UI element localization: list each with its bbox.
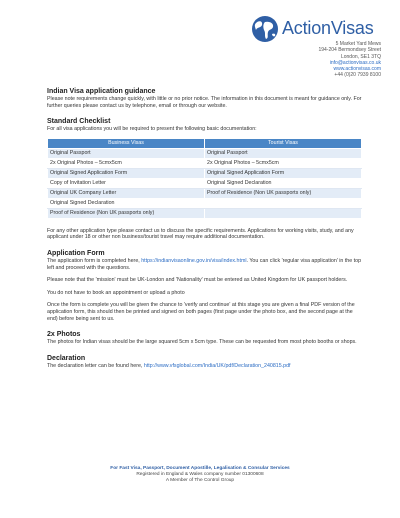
table-cell: Original UK Company Letter xyxy=(48,188,205,198)
appointment-note: You do not have to book an appointment or upload a photo xyxy=(47,289,185,296)
table-row xyxy=(48,148,362,158)
table-cell xyxy=(205,208,362,218)
column-header-business: Business Visas xyxy=(48,138,205,148)
checklist-table xyxy=(47,138,362,219)
photos-section xyxy=(47,331,362,346)
intro-section xyxy=(47,88,362,109)
page-footer xyxy=(0,466,400,484)
table-cell: Original Signed Application Form xyxy=(205,168,362,178)
phone-number: +44 (0)20 7939 8100 xyxy=(334,72,381,79)
table-row xyxy=(48,168,362,178)
mission-note: Please note that the 'mission' must be UK-London and 'Nationality' must be entered as United Kingdom for UK passport holders. xyxy=(47,277,348,284)
photos-text: The photos for Indian visas should be the large squared 5cm x 5cm type. These can be requested from most photo booths or shops. xyxy=(47,339,357,346)
table-cell: Proof of Residence (Non UK passports only) xyxy=(48,208,205,218)
table-cell xyxy=(205,198,362,208)
checklist-title: Standard Checklist xyxy=(47,118,111,126)
table-row xyxy=(48,198,362,208)
application-form-text-start: The application form is completed here, xyxy=(47,257,142,264)
declaration-section xyxy=(47,355,362,370)
table-row xyxy=(48,158,362,168)
table-cell: Original Passport xyxy=(48,148,205,158)
address-line: 194-204 Bermondsey Street xyxy=(318,47,381,54)
address-line: 5 Market Yard Mews xyxy=(335,41,381,47)
company-address xyxy=(318,41,381,79)
document-body xyxy=(47,88,362,378)
checklist-subtitle: For all visa applications you will be required to present the following basic documentation: xyxy=(47,126,257,133)
photos-title: 2x Photos xyxy=(47,331,81,339)
table-row xyxy=(48,188,362,198)
table-row xyxy=(48,178,362,188)
footer-member: A Member of The Control Group xyxy=(165,478,235,483)
brand-name: ActionVisas xyxy=(282,18,374,38)
verify-note: Once the form is complete you will be given the chance to 'verify and continue' at this stage you are given a final PDF version of the application form, this should then be printed and signed on both pages (first page under the photo box, and the second page at the end) before being sent to us. xyxy=(47,302,355,322)
footer-registration: Registered in England & Wales company number 01300608 xyxy=(136,472,264,477)
footer-tagline: For Fast Visa, Passport, Document Apostille, Legalisation & Consular Services xyxy=(110,466,290,471)
email-link[interactable]: info@actionvisas.co.uk xyxy=(329,59,381,66)
checklist-section xyxy=(47,118,362,219)
table-cell: Original Passport xyxy=(205,148,362,158)
declaration-text-start: The declaration letter can be found here, xyxy=(47,362,144,369)
column-header-tourist: Tourist Visas xyxy=(205,138,362,148)
application-form-link[interactable]: https://indianvisaonline.gov.in/visa/index.html xyxy=(141,257,247,264)
table-cell: Copy of Invitation Letter xyxy=(48,178,205,188)
declaration-text xyxy=(47,363,362,370)
actionvisas-logo xyxy=(250,14,390,44)
table-header-row xyxy=(48,138,362,148)
table-row xyxy=(48,208,362,218)
table-cell: Original Signed Declaration xyxy=(205,178,362,188)
intro-text: Please note requirements change quickly, with little or no prior notice. The information in this document is meant for guidance only. For further queries please contact us by telephone, email or through our website. xyxy=(47,96,362,109)
table-cell: Original Signed Application Form xyxy=(48,168,205,178)
application-form-text-end: . You can click 'regular visa application' in the top left and proceed with the questions. xyxy=(47,257,362,271)
checklist-note: For any other application type please contact us to discuss the specific requirements. Applications for working visits, study, and any applicant under 18 or other non business/tourist travel may require additional documentation. xyxy=(47,227,354,241)
globe-icon xyxy=(250,14,280,44)
table-cell: 2x Original Photos – 5cmx5cm xyxy=(205,158,362,168)
table-cell: Proof of Residence (Non UK passports only) xyxy=(205,188,362,198)
application-form-title: Application Form xyxy=(47,249,105,257)
document-title: Indian Visa application guidance xyxy=(47,88,156,95)
website-link[interactable]: www.actionvisas.com xyxy=(333,66,381,73)
application-form-section xyxy=(47,250,362,322)
table-cell: 2x Original Photos – 5cmx5cm xyxy=(48,158,205,168)
other-applications-note xyxy=(47,228,362,241)
address-line: London, SE1 3TQ xyxy=(340,53,381,60)
application-form-text xyxy=(47,258,362,271)
table-cell: Original Signed Declaration xyxy=(48,198,205,208)
declaration-title: Declaration xyxy=(47,354,86,362)
declaration-link[interactable]: http://www.vfsglobal.com/India/UK/pdf/Declaration_240815.pdf xyxy=(143,362,291,369)
